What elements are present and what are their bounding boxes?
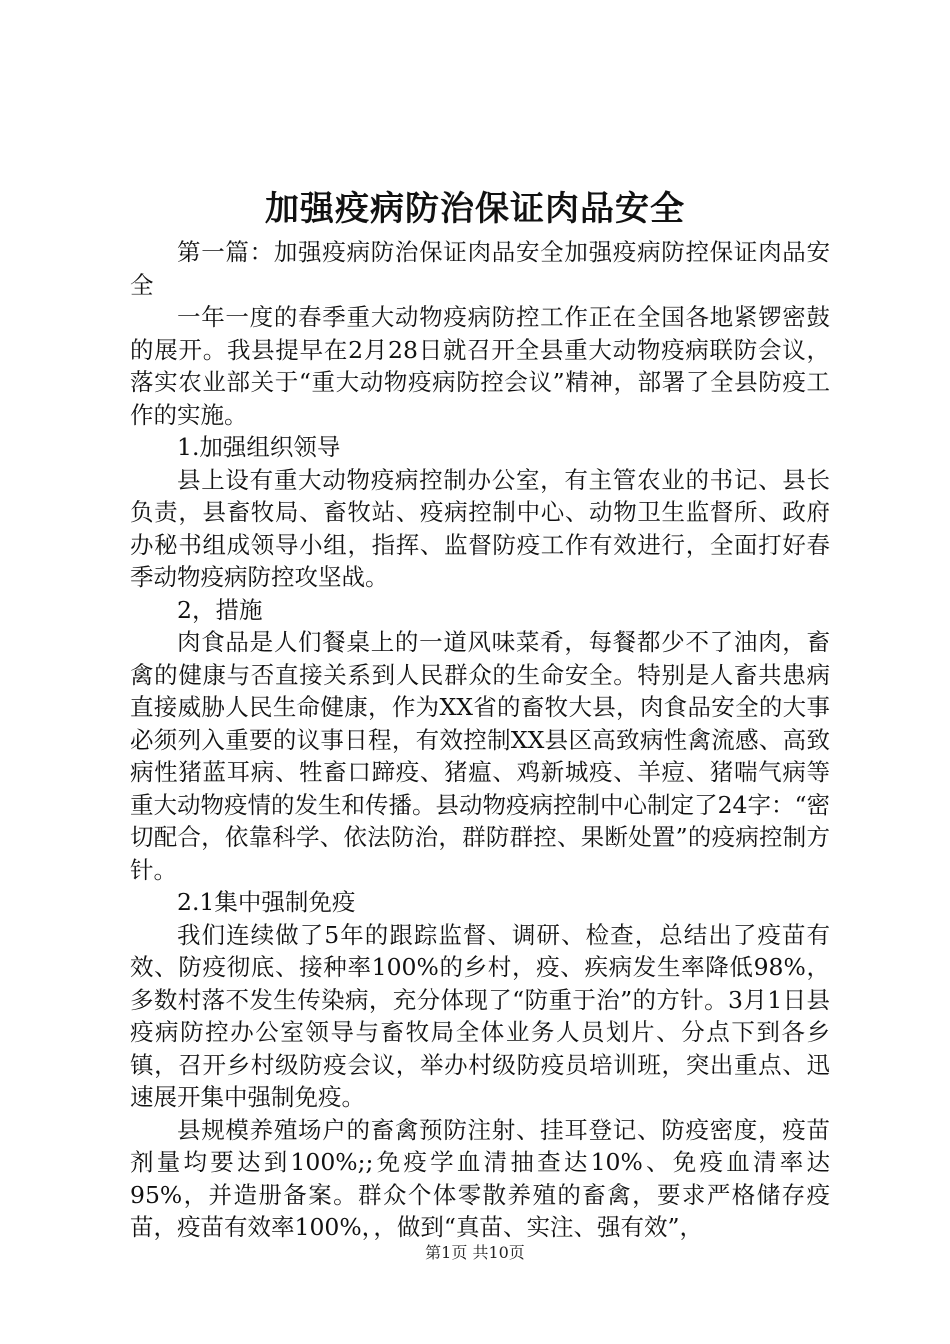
document-title: 加强疫病防治保证肉品安全 (265, 189, 685, 229)
paragraph-scale-farms: 县规模养殖场户的畜禽预防注射、挂耳登记、防疫密度，疫苗剂量均要达到100%;;免疫学血清抽查达10%、免疫血清率达95%，并造册备案。群众个体零散养殖的畜禽，要求严格储存疫苗，疫苗有效率100%，，做到“真苗、实注、强有效”， (130, 1115, 830, 1241)
paragraph-measures: 肉食品是人们餐桌上的一道风味菜肴，每餐都少不了油肉，畜禽的健康与否直接关系到人民群众的生命安全。特别是人畜共患病直接威胁人民生命健康，作为XX省的畜牧大县，肉食品安全的大事必须列入重要的议事日程，有效控制XX县区高致病性禽流感、高致病性猪蓝耳病、牲畜口蹄疫、猪瘟、鸡新城疫、羊痘、猪喘气病等重大动物疫情的发生和传播。县动物疫病控制中心制定了24字：“密切配合，依靠科学、依法防治，群防群控、果断处置”的疫病控制方针。 (130, 628, 830, 884)
section-heading-immunization: 2.1集中强制免疫 (177, 888, 356, 916)
paragraph-heading-part1: 第一篇：加强疫病防治保证肉品安全加强疫病防控保证肉品安全 (130, 238, 830, 299)
paragraph-immunization: 我们连续做了5年的跟踪监督、调研、检查，总结出了疫苗有效、防疫彻底、接种率100%的乡村，疫、疾病发生率降低98%，多数村落不发生传染病，充分体现了“防重于治”的方针。3月1日县疫病防控办公室领导与畜牧局全体业务人员划片、分点下到各乡镇，召开乡村级防疫会议，举办村级防疫员培训班，突出重点、迅速展开集中强制免疫。 (130, 920, 830, 1111)
page-footer: 第1页 共10页 (425, 1243, 525, 1262)
section-heading-organization: 1.加强组织领导 (177, 433, 341, 461)
document-body (130, 236, 830, 1244)
paragraph-intro: 一年一度的春季重大动物疫病防控工作正在全国各地紧锣密鼓的展开。我县提早在2月28日就召开全县重大动物疫病联防会议，落实农业部关于“重大动物疫病防控会议”精神，部署了全县防疫工作的实施。 (130, 303, 830, 429)
section-heading-measures: 2，措施 (177, 595, 263, 624)
paragraph-organization: 县上设有重大动物疫病控制办公室，有主管农业的书记、县长负责，县畜牧局、畜牧站、疫病控制中心、动物卫生监督所、政府办秘书组成领导小组，指挥、监督防疫工作有效进行，全面打好春季动物疫病防控攻坚战。 (130, 465, 830, 591)
